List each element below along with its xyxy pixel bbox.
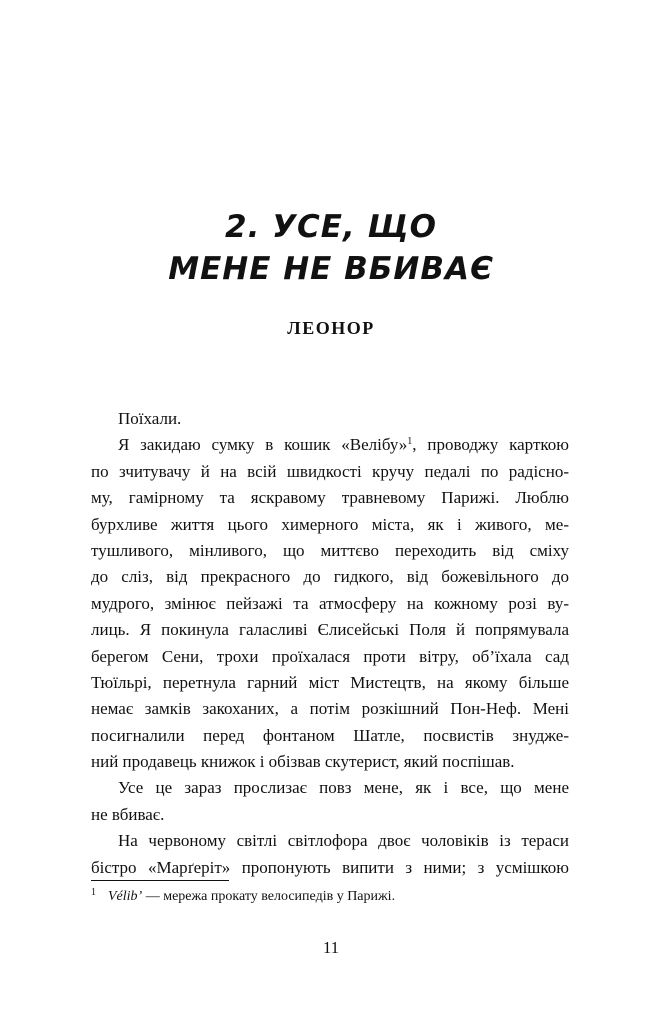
footnote-term: Vélib’: [108, 889, 143, 904]
text-line: Тюїльрі, перетнула гарний міст Мистецтв, на якому більше: [91, 672, 569, 692]
footnote-reference: 1: [407, 436, 413, 448]
page-number: 11: [322, 938, 340, 957]
text-line: берегом Сени, трохи проїхалася проти вітру, об’їхала сад: [91, 646, 569, 666]
text-line: бістро «Марґеріт» пропонують випити з ними; з усмішкою: [91, 857, 569, 877]
text-fragment: , проводжу карткою: [412, 435, 569, 455]
text-line: немає замків закоханих, а потім розкішний Пон-Неф. Мені: [91, 699, 569, 719]
text-line: Поїхали.: [118, 409, 182, 428]
text-fragment: Я закидаю сумку в кошик «Велібу»: [118, 435, 408, 455]
chapter-title-line-2: МЕНЕ НЕ ВБИВАЄ: [168, 251, 494, 287]
text-line: ний продавець книжок і обізвав скутерист, який поспішав.: [91, 752, 515, 772]
chapter-title-line-1: 2. УСЕ, ЩО: [225, 209, 437, 245]
text-line: посигналили перед фонтаном Шатле, посвистів знудже-: [91, 725, 569, 745]
footnote-divider: [91, 880, 229, 881]
chapter-title: [0, 206, 662, 290]
narrator-heading: ЛЕОНОР: [287, 318, 375, 338]
text-line: му, гамірному та яскравому травневому Парижі. Люблю: [91, 488, 569, 508]
footnote-mark: 1: [91, 887, 96, 898]
text-line: по зчитувачу й на всій швидкості кручу педалі по радісно-: [91, 461, 569, 481]
text-line: мудрого, змінює пейзажі та атмосферу на кожному розі ву-: [91, 593, 569, 613]
text-line: тушливого, мінливого, що миттєво переходить від сміху: [91, 540, 569, 560]
text-line: На червоному світлі світлофора двоє чоловіків із тераси: [118, 831, 569, 851]
text-line: до сліз, від прекрасного до гидкого, від божевільного до: [91, 567, 569, 587]
footnote-text: — мережа прокату велосипедів у Парижі.: [142, 889, 396, 904]
text-line: [91, 432, 569, 458]
text-line: лиць. Я покинула галасливі Єлисейські Поля й попрямувала: [91, 620, 569, 640]
text-line: не вбиває.: [91, 804, 165, 824]
text-line: бурхливе життя цього химерного міста, як і живого, ме-: [91, 514, 569, 534]
body-text: [91, 406, 569, 881]
text-line: Усе це зараз прослизає повз мене, як і все, що мене: [118, 778, 569, 798]
footnote: [91, 883, 571, 907]
